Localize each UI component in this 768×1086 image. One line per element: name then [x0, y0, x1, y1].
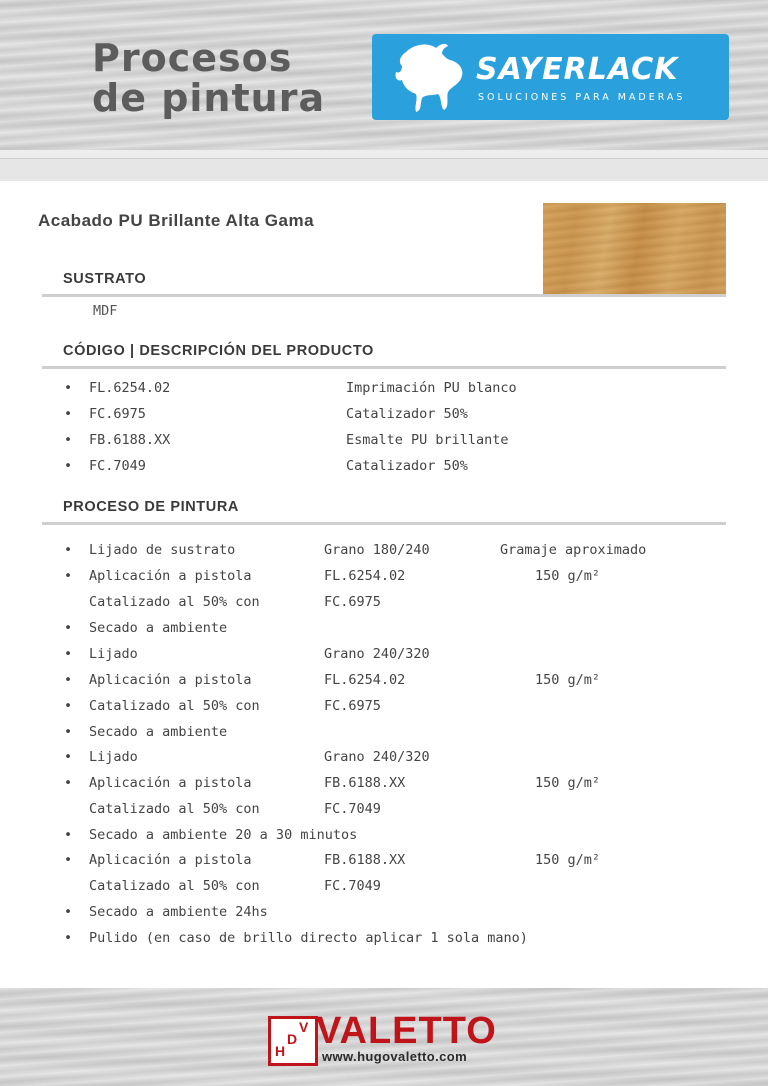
step-material: FB.6188.XX	[324, 852, 406, 868]
page-title-line1: Procesos	[92, 36, 293, 80]
step-text: Catalizado al 50% con	[89, 594, 260, 610]
step-amount: 150 g/m²	[535, 775, 601, 791]
product-code: FC.7049	[89, 458, 146, 474]
section-rule	[42, 522, 726, 525]
process-step	[0, 594, 768, 620]
bullet: •	[64, 775, 73, 791]
step-material: FB.6188.XX	[324, 775, 406, 791]
monogram-letter-h: H	[275, 1043, 286, 1059]
process-step	[0, 646, 768, 672]
section-heading-codigo: CÓDIGO | DESCRIPCIÓN DEL PRODUCTO	[63, 343, 374, 359]
bullet: •	[64, 646, 73, 662]
bullet: •	[64, 724, 73, 740]
step-text: Secado a ambiente	[89, 620, 228, 636]
product-title: Acabado PU Brillante Alta Gama	[38, 211, 315, 230]
step-material: Grano 180/240	[324, 542, 430, 558]
sustrato-value: MDF	[93, 303, 118, 319]
step-amount: 150 g/m²	[535, 568, 601, 584]
header-divider-2	[0, 180, 768, 198]
step-material: FC.7049	[324, 878, 381, 894]
header-divider	[0, 150, 768, 158]
step-material: Grano 240/320	[324, 749, 430, 765]
product-description: Imprimación PU blanco	[346, 380, 517, 396]
bullet: •	[64, 458, 73, 474]
section-rule	[42, 294, 726, 297]
product-code: FL.6254.02	[89, 380, 171, 396]
step-material: FC.6975	[324, 698, 381, 714]
step-text: Aplicación a pistola	[89, 852, 252, 868]
footer-url[interactable]: www.hugovaletto.com	[322, 1049, 468, 1064]
bullet: •	[64, 380, 73, 396]
step-amount: 150 g/m²	[535, 672, 601, 688]
process-step	[0, 801, 768, 827]
section-heading-sustrato: SUSTRATO	[63, 271, 147, 287]
process-step	[0, 542, 768, 568]
monogram-letter-d: D	[287, 1031, 298, 1047]
step-text: Catalizado al 50% con	[89, 698, 260, 714]
process-step	[0, 672, 768, 698]
step-amount: Gramaje aproximado	[500, 542, 647, 558]
step-text: Aplicación a pistola	[89, 672, 252, 688]
valetto-logo	[268, 1010, 508, 1068]
section-rule	[42, 366, 726, 369]
bullet: •	[64, 568, 73, 584]
product-code: FB.6188.XX	[89, 432, 171, 448]
bullet: •	[64, 406, 73, 422]
process-step	[0, 878, 768, 904]
step-text: Pulido (en caso de brillo directo aplicar 1 sola mano)	[89, 930, 528, 946]
process-step	[0, 852, 768, 878]
product-row	[0, 406, 768, 432]
process-step	[0, 827, 768, 853]
bullet: •	[64, 672, 73, 688]
section-heading-proceso: PROCESO DE PINTURA	[63, 499, 239, 515]
product-description: Catalizador 50%	[346, 406, 468, 422]
brand-tagline: SOLUCIONES PARA MADERAS	[478, 92, 686, 103]
step-text: Secado a ambiente 20 a 30 minutos	[89, 827, 358, 843]
bullet: •	[64, 904, 73, 920]
product-row	[0, 380, 768, 406]
bullet: •	[64, 432, 73, 448]
step-material: Grano 240/320	[324, 646, 430, 662]
product-code: FC.6975	[89, 406, 146, 422]
step-material: FL.6254.02	[324, 672, 406, 688]
step-text: Catalizado al 50% con	[89, 801, 260, 817]
bullet: •	[64, 542, 73, 558]
process-step	[0, 775, 768, 801]
wood-sample-image	[543, 203, 726, 295]
step-text: Catalizado al 50% con	[89, 878, 260, 894]
process-step	[0, 749, 768, 775]
step-material: FC.7049	[324, 801, 381, 817]
bullet: •	[64, 930, 73, 946]
footer-brand: VALETTO	[316, 1010, 497, 1052]
product-row	[0, 432, 768, 458]
process-step	[0, 568, 768, 594]
process-step	[0, 904, 768, 930]
brand-name: SAYERLACK	[476, 52, 679, 87]
step-material: FC.6975	[324, 594, 381, 610]
product-description: Esmalte PU brillante	[346, 432, 509, 448]
step-text: Secado a ambiente	[89, 724, 228, 740]
bullet: •	[64, 827, 73, 843]
step-text: Lijado	[89, 749, 138, 765]
bullet: •	[64, 698, 73, 714]
bullet: •	[64, 620, 73, 636]
horse-icon	[392, 40, 472, 114]
page-title	[92, 38, 325, 118]
process-step	[0, 724, 768, 750]
product-description: Catalizador 50%	[346, 458, 468, 474]
header-strip	[0, 158, 768, 181]
monogram-letter-v: V	[299, 1019, 309, 1035]
step-text: Aplicación a pistola	[89, 568, 252, 584]
step-amount: 150 g/m²	[535, 852, 601, 868]
step-text: Secado a ambiente 24hs	[89, 904, 268, 920]
bullet: •	[64, 852, 73, 868]
hdv-monogram-icon	[268, 1016, 318, 1066]
process-step	[0, 698, 768, 724]
bullet: •	[64, 749, 73, 765]
process-step	[0, 620, 768, 646]
step-text: Lijado	[89, 646, 138, 662]
sayerlack-logo	[372, 34, 729, 120]
step-material: FL.6254.02	[324, 568, 406, 584]
process-step	[0, 930, 768, 956]
product-row	[0, 458, 768, 484]
step-text: Aplicación a pistola	[89, 775, 252, 791]
header-banner	[0, 0, 768, 150]
step-text: Lijado de sustrato	[89, 542, 236, 558]
page-title-line2: de pintura	[92, 76, 326, 120]
